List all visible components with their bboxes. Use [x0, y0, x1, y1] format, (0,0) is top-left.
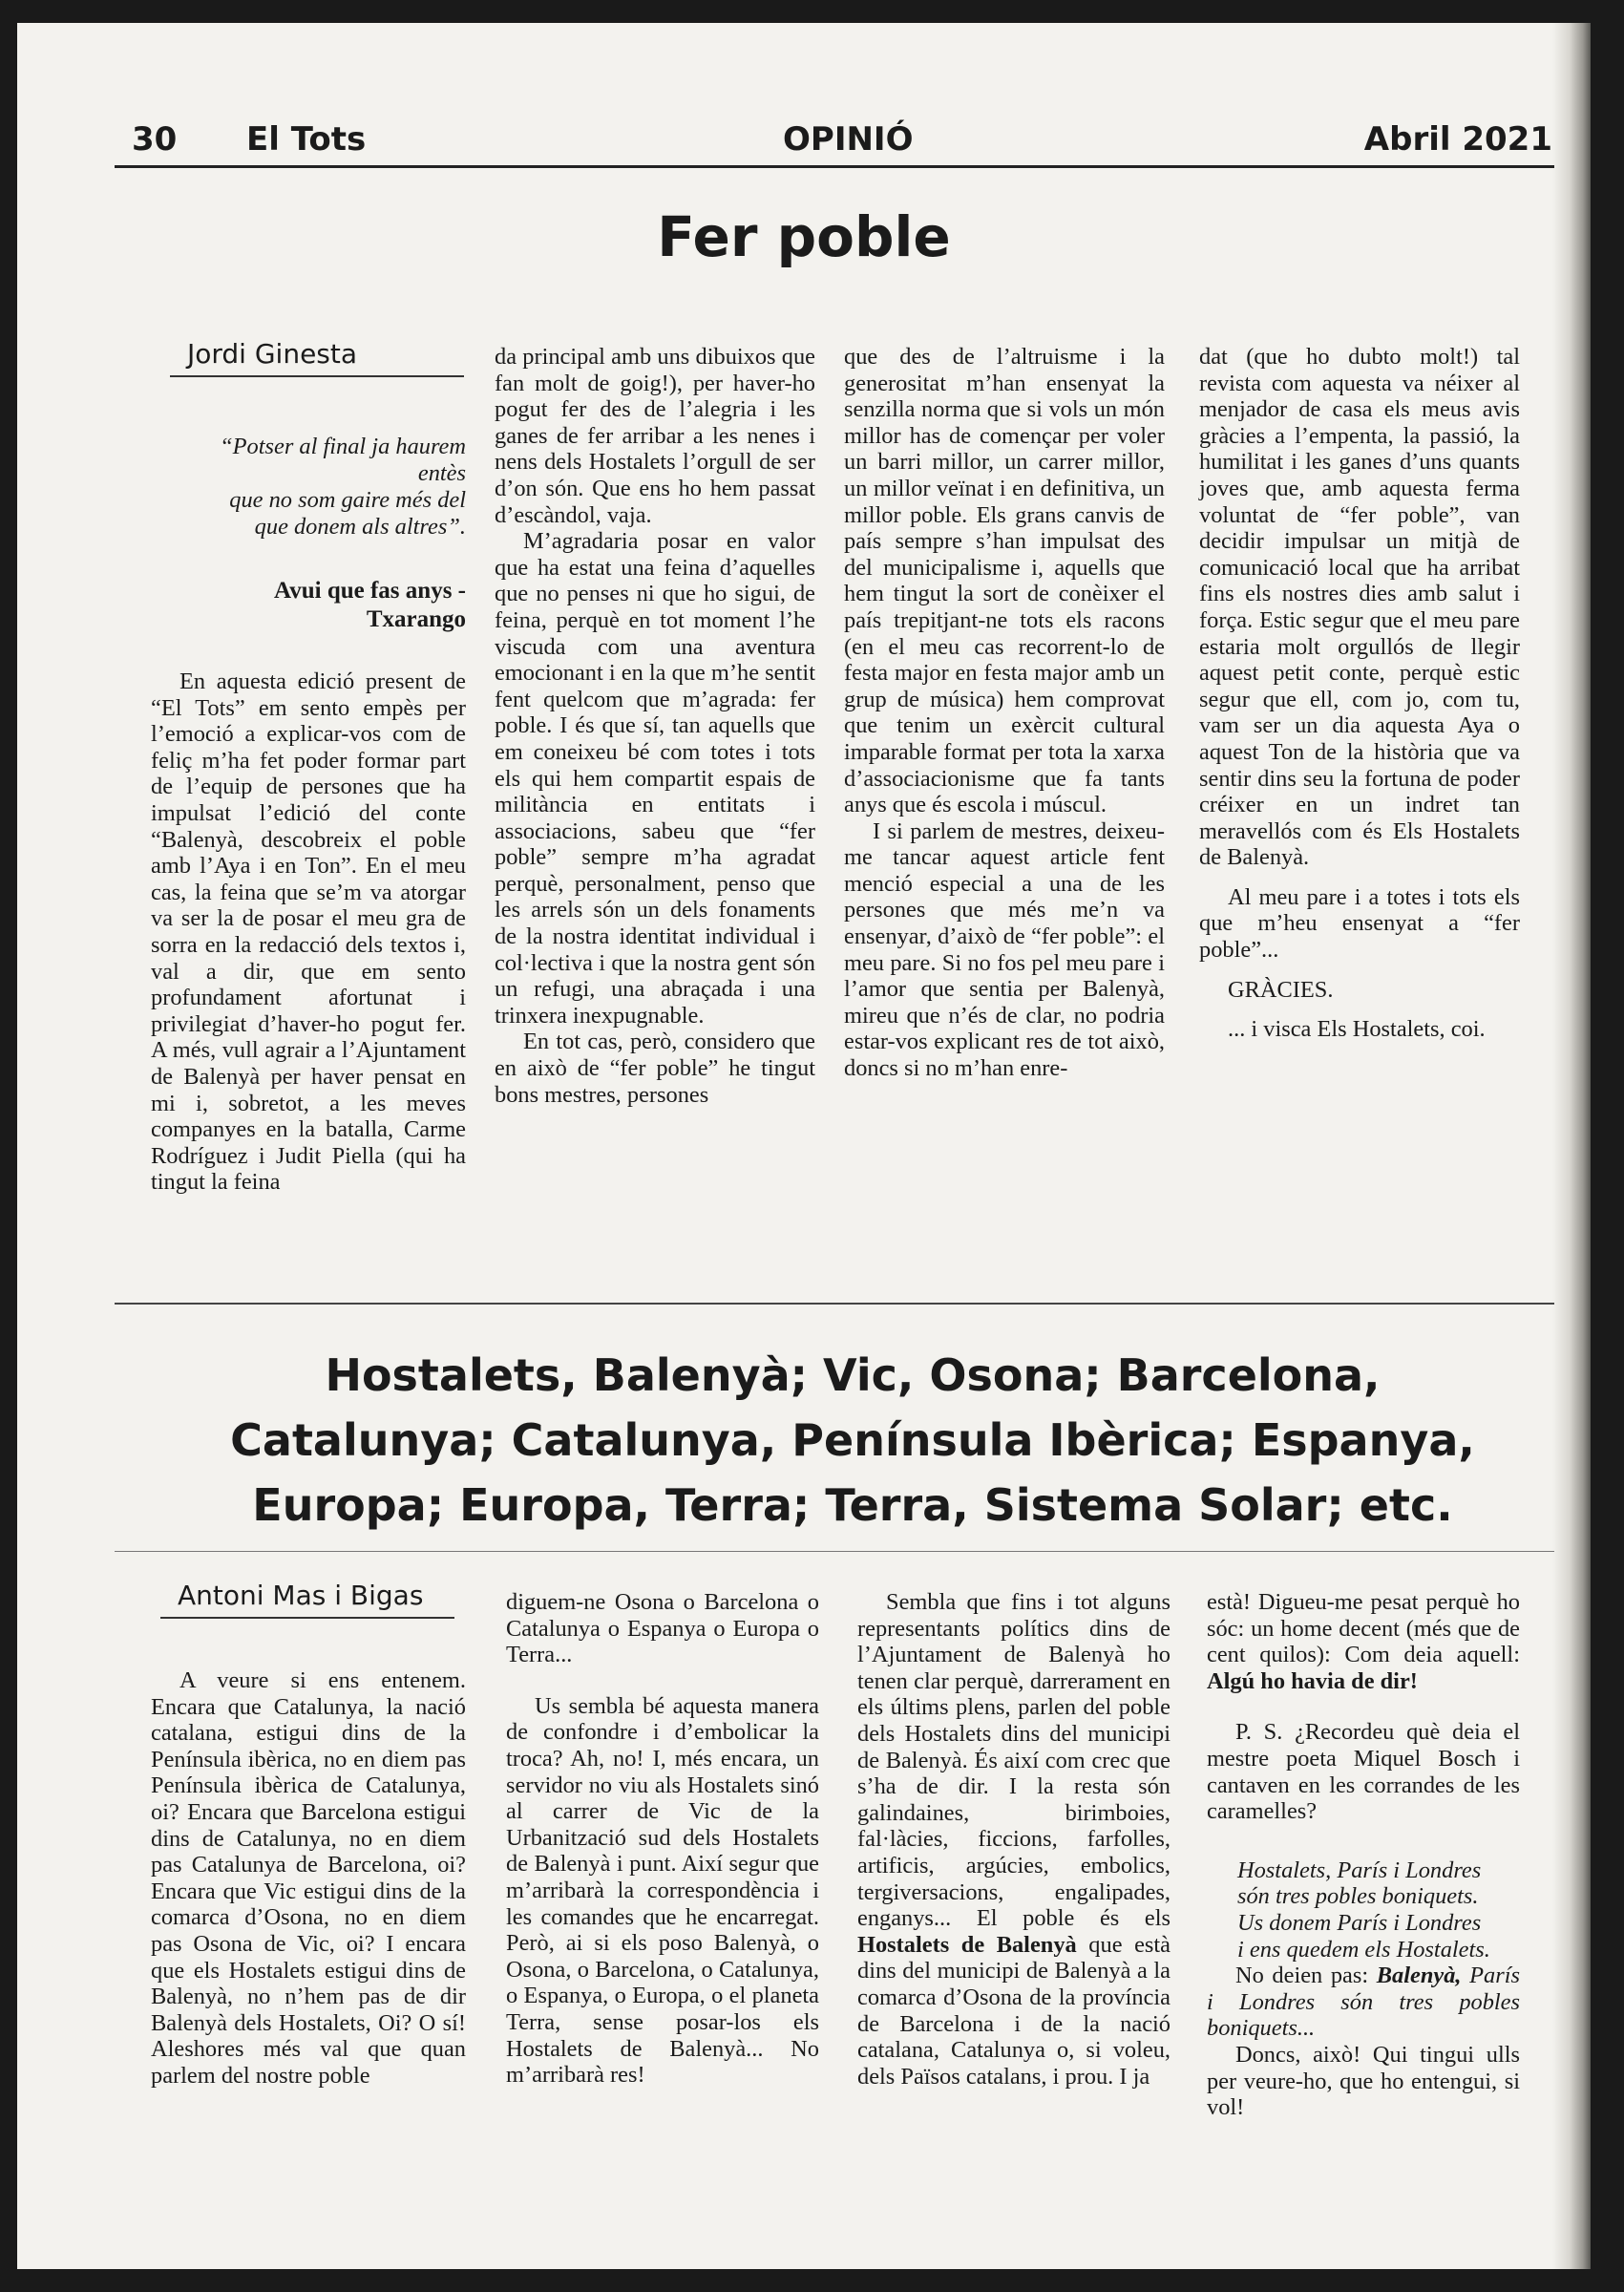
poem [1207, 1857, 1520, 1963]
epigraph-line: “Potser al final ja haurem [220, 434, 466, 459]
article1-column-1 [151, 668, 466, 1196]
article2-column-4 [1207, 1589, 1520, 2121]
paragraph [1207, 1589, 1520, 1694]
paragraph: M’agradaria posar en valor que ha estat una feina d’aquelles que no penses ni que ho sigui, de feina, perquè en tot moment l’he viscuda com una aventura emocionant i en la que m’he sentit fent quelcom que m’agrada: fer poble. I és que sí, tan aquells que em coneixeu bé com totes i tots els qui hem compartit espais de militància en entitats i associacions, sabeu que “fer poble” sempre m’ha agradat perquè, personalment, penso que les arrels són un dels fonaments de la nostra identitat individual i col·lectiva i que la nostra gent són un refugi, una abraçada i una trinxera inexpugnable. [495, 528, 815, 1029]
article1-column-2 [495, 344, 815, 1108]
issue-date: Abril 2021 [1363, 120, 1552, 159]
paragraph: En aquesta edició present de “El Tots” em sento empès per l’emoció a explicar-vos com de feliç m’ha fet poder formar part de l’equip de persones que ha impulsat l’edició del conte “Balenyà, descobreix el poble amb l’Aya i en Ton”. En el meu cas, la feina que se’m va atorgar va ser la de posar el meu gra de sorra en la redacció dels textos i, val a dir, que em sento profundament afortunat i privilegiat d’haver-ho pogut fer. A més, vull agrair a l’Ajuntament de Balenyà per haver pensat en mi i, sobretot, a les meves companyes en la batalla, Carme Rodríguez i Judit Piella (qui ha tingut la feina [151, 668, 466, 1196]
article2-author: Antoni Mas i Bigas [160, 1580, 454, 1619]
subtitle-line: Avui que fas anys - [274, 578, 466, 604]
paragraph: diguem-ne Osona o Barcelona o Catalunya o Espanya o Europa o Terra... [506, 1589, 819, 1668]
emphasis: Balenyà, [1376, 1963, 1462, 1989]
section-name: OPINIÓ [783, 120, 914, 159]
paragraph: Doncs, això! Qui tingui ulls per veure-ho, que ho entengui, si vol! [1207, 2041, 1520, 2121]
article-divider [115, 1303, 1554, 1305]
article1-column-3 [844, 344, 1165, 1082]
page-header [115, 107, 1554, 168]
article2-title: Hostalets, Balenyà; Vic, Osona; Barcelona, Catalunya; Catalunya, Península Ibèrica; Espanya, Europa; Europa, Terra; Terra, Sistema Solar; etc. [230, 1349, 1475, 1531]
text-run: està! Digueu-me pesat perquè ho sóc: un home decent (més que de cent quilos): Com deia aquell: [1207, 1589, 1520, 1668]
emphasis: Algú ho havia de dir! [1207, 1667, 1418, 1694]
paragraph: Al meu pare i a totes i tots els que m’heu ensenyat a “fer poble”... [1199, 883, 1520, 964]
paragraph: dat (que ho dubto molt!) tal revista com aquesta va néixer al menjador de casa els meus avis gràcies a l’empenta, la passió, la humilitat i les ganes d’uns quants joves que, amb aquesta ferma voluntat de “fer poble”, van decidir impulsar un mitjà de comunicació local que ha arribat fins els nostres dies amb salut i força. Estic segur que el meu pare estaria molt orgullós de llegir aquest petit conte, perquè estic segur que ell, com jo, com tu, vam ser un dia aquesta Aya o aquest Ton de la història que va sentir dins seu la fortuna de poder créixer en un indret tan meravellós com és Els Hostalets de Balenyà. [1199, 344, 1520, 871]
article2-column-1 [151, 1667, 466, 2090]
epigraph-line: que no som gaire més del [229, 487, 466, 513]
poem-line: i ens quedem els Hostalets. [1237, 1936, 1490, 1963]
paragraph: En tot cas, però, considero que en això de “fer poble” he tingut bons mestres, persones [495, 1029, 815, 1108]
paragraph: A veure si ens entenem. Encara que Catalunya, la nació catalana, estigui dins de la Península ibèrica, no en diem pas Península ibèrica de Catalunya, oi? Encara que Barcelona estigui dins de Catalunya, no en diem pas Catalunya de Barcelona, oi? Encara que Vic estigui dins de la comarca d’Osona, no en diem pas Osona de Vic, oi? I encara que els Hostalets estigui dins de Balenyà, no n’hem pas de dir Balenyà dels Hostalets, Oi? O sí! Aleshores més val que quan parlem del nostre poble [151, 1667, 466, 2089]
magazine-name: El Tots [246, 120, 367, 159]
header-rule [115, 165, 1554, 168]
text-run: No deien pas: [1235, 1963, 1369, 1989]
article2-column-3 [857, 1589, 1171, 2090]
text-run: que està dins del municipi de Balenyà a la comarca d’Osona de la província de Barcelona i de la nació catalana, Catalunya o, si voleu, dels Països catalans, i prou. I ja [857, 1931, 1171, 2090]
article1-column-4 [1199, 344, 1520, 1043]
page-number: 30 [132, 120, 178, 159]
article2-column-2 [506, 1589, 819, 2089]
article1-subtitle [160, 577, 466, 634]
poem-line: són tres pobles boniquets. [1237, 1883, 1479, 1910]
paragraph: GRÀCIES. [1228, 976, 1334, 1003]
article1-epigraph [160, 434, 466, 541]
article1-title: Fer poble [657, 204, 951, 269]
paragraph [1207, 1963, 1520, 2042]
text-run: Sembla que fins i tot alguns representants polítics dins de l’Ajuntament de Balenyà ho tenen clar perquè, darrerament en els últims plens, parlen del poble dels Hostalets dins del municipi de Balenyà. És així com crec que s’ha de dir. I la resta són galindaines, birimboies, fal·làcies, ficcions, farfolles, artificis, argúcies, embolics, tergiversacions, engalipades, enganys... El poble és els [857, 1589, 1171, 1932]
emphasis: Hostalets de Balenyà [857, 1931, 1077, 1958]
article2-divider [115, 1551, 1554, 1552]
paragraph [857, 1589, 1171, 2090]
paragraph: ... i visca Els Hostalets, coi. [1228, 1016, 1486, 1043]
paragraph: Us sembla bé aquesta manera de confondre i d’embolicar la troca? Ah, no! I, més encara, un servidor no viu als Hostalets sinó al carrer de Vic de la Urbanització sud dels Hostalets de Balenyà i punt. Així segur que m’arribarà la correspondència i les comandes que he encarregat. Però, ai si els poso Balenyà, o Osona, o Barcelona, o Catalunya, o Espanya, o Europa, o el planeta Terra, sense posar-los els Hostalets de Balenyà... No m’arribarà res! [506, 1692, 819, 2089]
epigraph-line: entès [417, 460, 466, 486]
paragraph: P. S. ¿Recordeu què deia el mestre poeta Miquel Bosch i cantaven en les corrandes de les caramelles? [1207, 1719, 1520, 1825]
magazine-page [17, 23, 1591, 2269]
epigraph-line: que donem als altres”. [254, 514, 466, 540]
paragraph: que des de l’altruisme i la generositat m’han ensenyat la senzilla norma que si vols un món millor has de començar per voler un barri millor, un carrer millor, un millor veïnat i en definitiva, un millor poble. Els grans canvis de país sempre s’han impulsat des del municipalisme i, aquells que hem tingut la sort de conèixer el país trepitjant-ne tots els racons (en el meu cas recorrent-lo de festa major en festa major amb un grup de música) hem comprovat que tenim un exèrcit cultural imparable format per tota la xarxa d’associacionisme que fa tants anys que és escola i múscul. [844, 344, 1165, 818]
poem-line: Us donem París i Londres [1237, 1909, 1482, 1936]
paragraph: I si parlem de mestres, deixeu-me tancar aquest article fent menció especial a una de les persones que més me’n va ensenyar, d’això de “fer poble”: el meu pare. Si no fos pel meu pare i l’amor que sentia per Balenyà, mireu que n’és de clar, no podria estar-vos explicant res de tot això, doncs si no m’han enre- [844, 817, 1165, 1082]
page-spine-shadow [1552, 23, 1591, 2269]
subtitle-line: Txarango [366, 606, 466, 632]
paragraph: da principal amb uns dibuixos que fan molt de goig!), per haver-ho pogut fer des de l’alegria i les ganes de fer arribar a les nenes i nens dels Hostalets l’orgull de ser d’on són. Que ens ho hem passat d’escàndol, vaja. [495, 344, 815, 528]
article1-author: Jordi Ginesta [170, 338, 464, 377]
poem-line: Hostalets, París i Londres [1237, 1857, 1482, 1883]
italic-run: París i Londres són tres pobles boniquets... [1207, 1963, 1520, 2042]
